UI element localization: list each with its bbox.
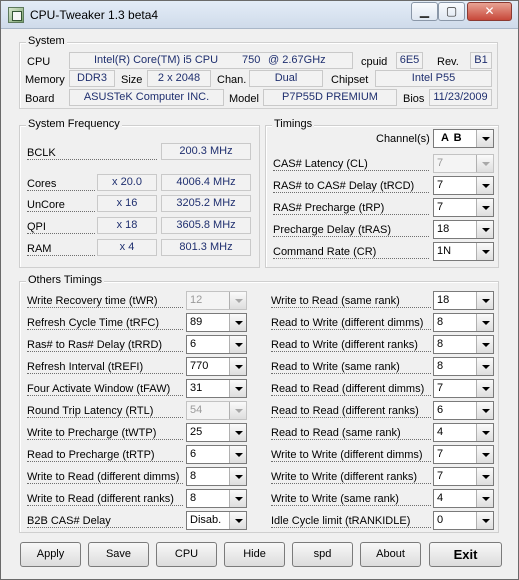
others-right-label-text-7: Write to Write (different dimms) xyxy=(271,449,423,461)
others-left-select-2-value: 6 xyxy=(190,338,197,350)
chevron-down-icon[interactable] xyxy=(476,468,493,485)
hide-button[interactable]: Hide xyxy=(224,542,285,567)
others-right-select-9[interactable] xyxy=(433,489,494,508)
frequency-value-1: 3205.2 MHz xyxy=(161,195,251,212)
others-right-select-2-value: 8 xyxy=(437,338,444,350)
others-right-label-text-3: Read to Write (same rank) xyxy=(271,361,400,373)
others-right-label-1 xyxy=(271,317,431,330)
others-left-select-7[interactable] xyxy=(186,445,247,464)
cpuid-label: cpuid xyxy=(361,56,388,68)
others-right-select-2[interactable] xyxy=(433,335,494,354)
chevron-down-icon[interactable] xyxy=(229,468,246,485)
others-right-label-text-6: Read to Read (same rank) xyxy=(271,427,401,439)
others-right-label-text-0: Write to Read (same rank) xyxy=(271,295,400,307)
multiplier-value-2: x 18 xyxy=(97,217,157,234)
frequency-value-3: 801.3 MHz xyxy=(161,239,251,256)
chevron-down-icon xyxy=(229,292,246,309)
chevron-down-icon[interactable] xyxy=(476,314,493,331)
frequency-value-2: 3605.8 MHz xyxy=(161,217,251,234)
chan-label: Chan. xyxy=(217,74,247,86)
others-timings-legend: Others Timings xyxy=(28,274,102,286)
others-left-select-6-value: 25 xyxy=(190,426,203,438)
others-left-label-text-9: Write to Read (different ranks) xyxy=(27,493,174,505)
multiplier-value-1: x 16 xyxy=(97,195,157,212)
chevron-down-icon[interactable] xyxy=(476,380,493,397)
others-right-select-7[interactable] xyxy=(433,445,494,464)
others-left-label-text-3: Refresh Interval (tREFI) xyxy=(27,361,144,373)
multiplier-value-0: x 20.0 xyxy=(97,174,157,191)
about-button[interactable]: About xyxy=(360,542,421,567)
cpu-label: CPU xyxy=(27,56,51,68)
close-button[interactable] xyxy=(467,2,512,21)
cpu-name-field xyxy=(69,52,353,69)
others-left-select-5 xyxy=(186,401,247,420)
others-left-label-text-0: Write Recovery time (tWR) xyxy=(27,295,158,307)
others-right-label-text-1: Read to Write (different dimms) xyxy=(271,317,424,329)
others-right-select-8[interactable] xyxy=(433,467,494,486)
others-left-label-7 xyxy=(27,449,183,462)
chevron-down-icon[interactable] xyxy=(476,402,493,419)
frequency-label-2 xyxy=(27,221,95,234)
others-right-label-7 xyxy=(271,449,431,462)
bclk-value: 200.3 MHz xyxy=(161,143,251,160)
others-right-label-9 xyxy=(271,493,431,506)
timing-select-1[interactable] xyxy=(433,176,494,195)
chipset-value: Intel P55 xyxy=(375,70,492,87)
others-left-label-6 xyxy=(27,427,183,440)
others-right-select-9-value: 4 xyxy=(437,492,444,504)
timing-select-2-value: 7 xyxy=(437,201,444,213)
chevron-down-icon[interactable] xyxy=(476,490,493,507)
others-right-label-10 xyxy=(271,515,431,528)
others-right-label-3 xyxy=(271,361,431,374)
chevron-down-icon[interactable] xyxy=(229,446,246,463)
system-legend: System xyxy=(28,35,65,47)
timing-select-3-value: 18 xyxy=(437,223,450,235)
memory-type-value: DDR3 xyxy=(69,70,115,87)
chevron-down-icon[interactable] xyxy=(476,199,493,216)
others-right-select-4[interactable] xyxy=(433,379,494,398)
chevron-down-icon[interactable] xyxy=(229,512,246,529)
others-left-select-0 xyxy=(186,291,247,310)
timing-label-4 xyxy=(273,246,429,259)
others-right-select-6-value: 4 xyxy=(437,426,444,438)
timing-select-0 xyxy=(433,154,494,173)
bios-label: Bios xyxy=(403,93,425,105)
cpu-button[interactable]: CPU xyxy=(156,542,217,567)
others-left-select-7-value: 6 xyxy=(190,448,197,460)
channels-label: Channel(s) xyxy=(376,133,430,145)
memory-label: Memory xyxy=(25,74,65,86)
others-right-label-6 xyxy=(271,427,431,440)
others-right-select-10[interactable] xyxy=(433,511,494,530)
timing-label-text-3: Precharge Delay (tRAS) xyxy=(273,224,391,236)
minimize-icon: ▁ xyxy=(419,4,430,18)
chevron-down-icon xyxy=(229,402,246,419)
others-left-label-2 xyxy=(27,339,183,352)
chevron-down-icon[interactable] xyxy=(229,358,246,375)
chevron-down-icon[interactable] xyxy=(476,292,493,309)
chipset-label: Chipset xyxy=(331,74,369,86)
timing-select-4[interactable] xyxy=(433,242,494,261)
others-left-label-0 xyxy=(27,295,183,308)
minimize-button[interactable] xyxy=(411,2,438,21)
others-left-label-3 xyxy=(27,361,183,374)
frequency-label-text-0: Cores xyxy=(27,178,57,190)
frequency-label-text-2: QPI xyxy=(27,221,46,233)
apply-button[interactable]: Apply xyxy=(20,542,81,567)
frequency-label-0 xyxy=(27,178,95,191)
chevron-down-icon xyxy=(476,155,493,172)
timing-label-3 xyxy=(273,224,429,237)
others-left-select-4-value: 31 xyxy=(190,382,203,394)
timing-select-1-value: 7 xyxy=(437,179,444,191)
others-left-label-text-7: Read to Precharge (tRTP) xyxy=(27,449,155,461)
others-right-select-10-value: 0 xyxy=(437,514,444,526)
frequency-label-3 xyxy=(27,243,95,256)
board-label: Board xyxy=(25,93,55,105)
channels-select[interactable] xyxy=(433,129,494,148)
chevron-down-icon[interactable] xyxy=(229,424,246,441)
others-right-select-1[interactable] xyxy=(433,313,494,332)
chevron-down-icon[interactable] xyxy=(476,130,493,147)
others-left-select-3[interactable] xyxy=(186,357,247,376)
bclk-label: BCLK xyxy=(27,147,157,160)
others-left-select-10[interactable] xyxy=(186,511,247,530)
others-right-select-6[interactable] xyxy=(433,423,494,442)
others-left-label-4 xyxy=(27,383,183,396)
others-right-label-0 xyxy=(271,295,431,308)
others-right-select-8-value: 7 xyxy=(437,470,444,482)
others-right-label-8 xyxy=(271,471,431,484)
others-right-select-1-value: 8 xyxy=(437,316,444,328)
chevron-down-icon[interactable] xyxy=(476,446,493,463)
others-left-label-9 xyxy=(27,493,183,506)
others-right-label-5 xyxy=(271,405,431,418)
others-right-select-0[interactable] xyxy=(433,291,494,310)
cpu-frequency: @ 2.67GHz xyxy=(268,54,326,66)
timing-label-text-0: CAS# Latency (CL) xyxy=(273,158,368,170)
others-left-label-text-8: Write to Read (different dimms) xyxy=(27,471,180,483)
bios-value: 11/23/2009 xyxy=(429,89,492,106)
others-left-select-8[interactable] xyxy=(186,467,247,486)
others-right-label-text-2: Read to Write (different ranks) xyxy=(271,339,418,351)
window-title: CPU-Tweaker 1.3 beta4 xyxy=(30,8,159,22)
others-left-select-0-value: 12 xyxy=(190,294,203,306)
others-left-label-8 xyxy=(27,471,183,484)
save-button[interactable]: Save xyxy=(88,542,149,567)
chevron-down-icon[interactable] xyxy=(476,243,493,260)
frequency-label-text-1: UnCore xyxy=(27,199,65,211)
chevron-down-icon[interactable] xyxy=(476,358,493,375)
others-left-label-1 xyxy=(27,317,183,330)
others-left-label-text-6: Write to Precharge (tWTP) xyxy=(27,427,157,439)
others-left-select-9[interactable] xyxy=(186,489,247,508)
system-frequency-legend: System Frequency xyxy=(28,118,120,130)
others-left-select-9-value: 8 xyxy=(190,492,197,504)
cpu-name: Intel(R) Core(TM) i5 CPU xyxy=(94,54,219,66)
others-left-select-4[interactable] xyxy=(186,379,247,398)
timing-label-1 xyxy=(273,180,429,193)
others-right-select-3-value: 8 xyxy=(437,360,444,372)
chevron-down-icon[interactable] xyxy=(476,221,493,238)
others-left-label-text-1: Refresh Cycle Time (tRFC) xyxy=(27,317,160,329)
timing-select-0-value: 7 xyxy=(437,157,444,169)
others-left-select-6[interactable] xyxy=(186,423,247,442)
others-left-select-8-value: 8 xyxy=(190,470,197,482)
rev-label: Rev. xyxy=(437,56,459,68)
channel-value: Dual xyxy=(249,70,323,87)
chevron-down-icon[interactable] xyxy=(476,424,493,441)
timing-select-3[interactable] xyxy=(433,220,494,239)
title-bar[interactable] xyxy=(1,1,518,29)
timing-label-text-1: RAS# to CAS# Delay (tRCD) xyxy=(273,180,415,192)
others-left-label-text-2: Ras# to Ras# Delay (tRRD) xyxy=(27,339,163,351)
others-left-label-text-4: Four Activate Window (tFAW) xyxy=(27,383,171,395)
model-value: P7P55D PREMIUM xyxy=(263,89,397,106)
others-right-label-text-9: Write to Write (same rank) xyxy=(271,493,399,505)
timing-label-text-2: RAS# Precharge (tRP) xyxy=(273,202,385,214)
close-icon: ✕ xyxy=(484,4,495,18)
others-left-select-10-value: Disab. xyxy=(190,514,222,526)
others-right-label-text-4: Read to Read (different dimms) xyxy=(271,383,425,395)
rev-value: B1 xyxy=(470,52,492,69)
multiplier-value-3: x 4 xyxy=(97,239,157,256)
others-left-label-text-5: Round Trip Latency (RTL) xyxy=(27,405,154,417)
chevron-down-icon[interactable] xyxy=(476,177,493,194)
maximize-icon: ▢ xyxy=(445,4,458,18)
others-right-label-2 xyxy=(271,339,431,352)
others-left-label-5 xyxy=(27,405,183,418)
others-right-select-5-value: 6 xyxy=(437,404,444,416)
others-left-select-5-value: 54 xyxy=(190,404,203,416)
timing-label-2 xyxy=(273,202,429,215)
chevron-down-icon[interactable] xyxy=(229,336,246,353)
others-left-select-2[interactable] xyxy=(186,335,247,354)
others-right-select-0-value: 18 xyxy=(437,294,450,306)
app-icon xyxy=(8,7,24,23)
chevron-down-icon[interactable] xyxy=(476,336,493,353)
timings-legend: Timings xyxy=(274,118,313,130)
maximize-button[interactable] xyxy=(438,2,465,21)
others-left-select-1-value: 89 xyxy=(190,316,203,328)
model-label: Model xyxy=(229,93,259,105)
board-value: ASUSTeK Computer INC. xyxy=(69,89,224,106)
channels-value: A B xyxy=(441,132,463,144)
cpuid-value: 6E5 xyxy=(396,52,423,69)
others-left-label-10 xyxy=(27,515,183,528)
frequency-label-1 xyxy=(27,199,95,212)
size-value: 2 x 2048 xyxy=(147,70,211,87)
others-left-select-1[interactable] xyxy=(186,313,247,332)
timing-select-2[interactable] xyxy=(433,198,494,217)
timing-select-4-value: 1N xyxy=(437,245,452,257)
others-right-select-5[interactable] xyxy=(433,401,494,420)
others-right-select-4-value: 7 xyxy=(437,382,444,394)
frequency-label-text-3: RAM xyxy=(27,243,52,255)
spd-button[interactable]: spd xyxy=(292,542,353,567)
cpu-model: 750 xyxy=(242,54,261,66)
timing-label-0 xyxy=(273,158,429,171)
chevron-down-icon[interactable] xyxy=(229,314,246,331)
others-right-label-text-5: Read to Read (different ranks) xyxy=(271,405,419,417)
chevron-down-icon[interactable] xyxy=(229,490,246,507)
others-left-label-text-10: B2B CAS# Delay xyxy=(27,515,111,527)
others-right-label-text-10: Idle Cycle limit (tRANKIDLE) xyxy=(271,515,411,527)
frequency-value-0: 4006.4 MHz xyxy=(161,174,251,191)
timing-label-text-4: Command Rate (CR) xyxy=(273,246,377,258)
others-right-select-3[interactable] xyxy=(433,357,494,376)
exit-button[interactable]: Exit xyxy=(429,542,502,567)
chevron-down-icon[interactable] xyxy=(476,512,493,529)
others-left-select-3-value: 770 xyxy=(190,360,209,372)
others-right-label-4 xyxy=(271,383,431,396)
size-label: Size xyxy=(121,74,143,86)
others-right-select-7-value: 7 xyxy=(437,448,444,460)
others-right-label-text-8: Write to Write (different ranks) xyxy=(271,471,418,483)
chevron-down-icon[interactable] xyxy=(229,380,246,397)
